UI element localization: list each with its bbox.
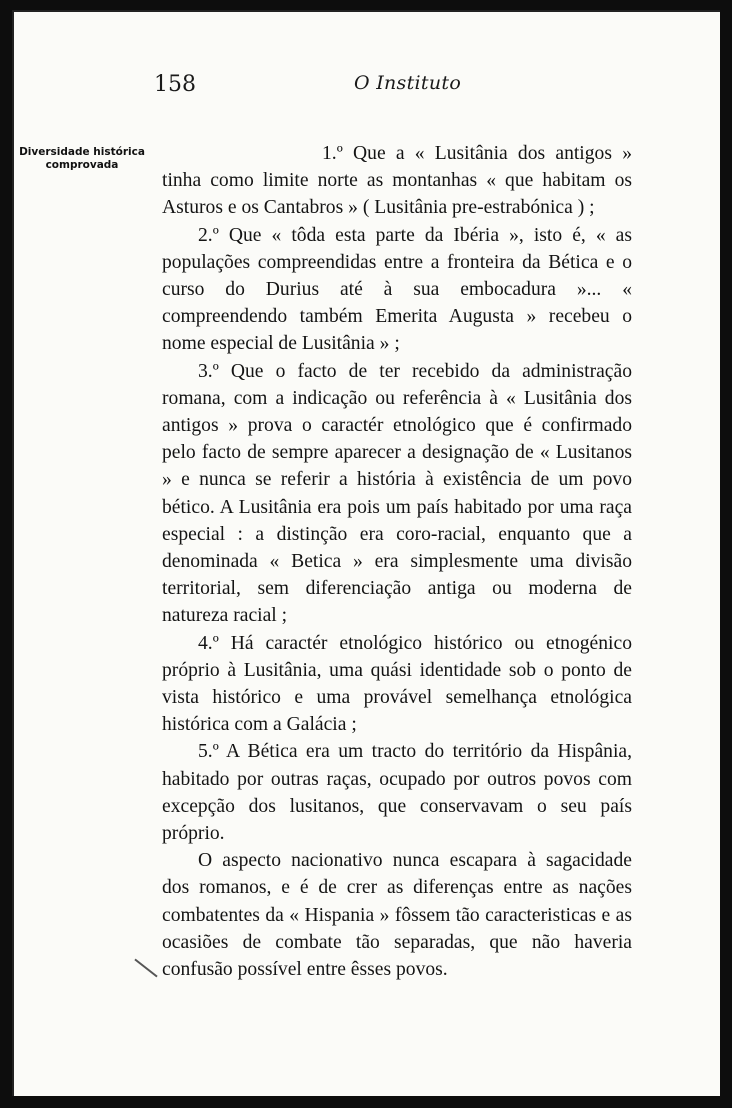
margin-note [12, 146, 152, 172]
paragraph-4: 4.º Há caractér etnológico histórico ou etnogénico próprio à Lusitânia, uma quási identidade sob o ponto de vista histórico e uma provável semelhança etnológica histórica com a Galácia ; [162, 632, 632, 736]
paragraph-5: 5.º A Bética era um tracto do território da Hispânia, habitado por outras raças, ocupado por outros povos com excepção dos lusitanos, que conservavam o seu país próprio. [162, 741, 632, 845]
page-number: 158 [154, 72, 196, 97]
ink-mark [134, 959, 157, 978]
margin-note-line-1: Diversidade histórica [19, 146, 145, 158]
paragraph-2: 2.º Que « tôda esta parte da Ibéria », isto é, « as populações compreendidas entre a fronteira da Bética e o curso do Durius até à sua embocadura »... « compreendendo também Emerita Augusta » recebeu o nome especial de Lusitânia » ; [162, 224, 632, 355]
paragraph-1: 1.º Que a « Lusitânia dos antigos » tinha como limite norte as montanhas « que habitam os Asturos e os Cantabros » ( Lusitânia pre-estrabónica ) ; [162, 143, 632, 219]
book-page [12, 10, 720, 1096]
paragraph-1-block [19, 140, 632, 222]
paragraph-3: 3.º Que o facto de ter recebido da administração romana, com a indicação ou referência à « Lusitânia dos antigos » prova o caractér etnológico que é confirmado pelo facto de sempre aparecer a designação de « Lusitanos » e nunca se referir a história à existência de um povo bético. A Lusitânia era pois um país habitado por uma raça especial : a distinção era coro-racial, enquanto que a denominada « Betica » era simplesmente uma divisão territorial, sem diferenciação antiga ou moderna de natureza racial ; [162, 360, 632, 627]
running-head [14, 72, 720, 102]
text-body [19, 140, 632, 983]
margin-note-line-2: comprovada [45, 159, 119, 171]
paragraph-6: O aspecto nacionativo nunca escapara à sagacidade dos romanos, e é de crer as diferenças entre as nações combatentes da « Hispania » fôssem tão caracteristicas e as ocasiões de combate tão separadas, que não haveria confusão possível entre êsses povos. [162, 850, 632, 981]
running-title: O Instituto [354, 72, 462, 94]
